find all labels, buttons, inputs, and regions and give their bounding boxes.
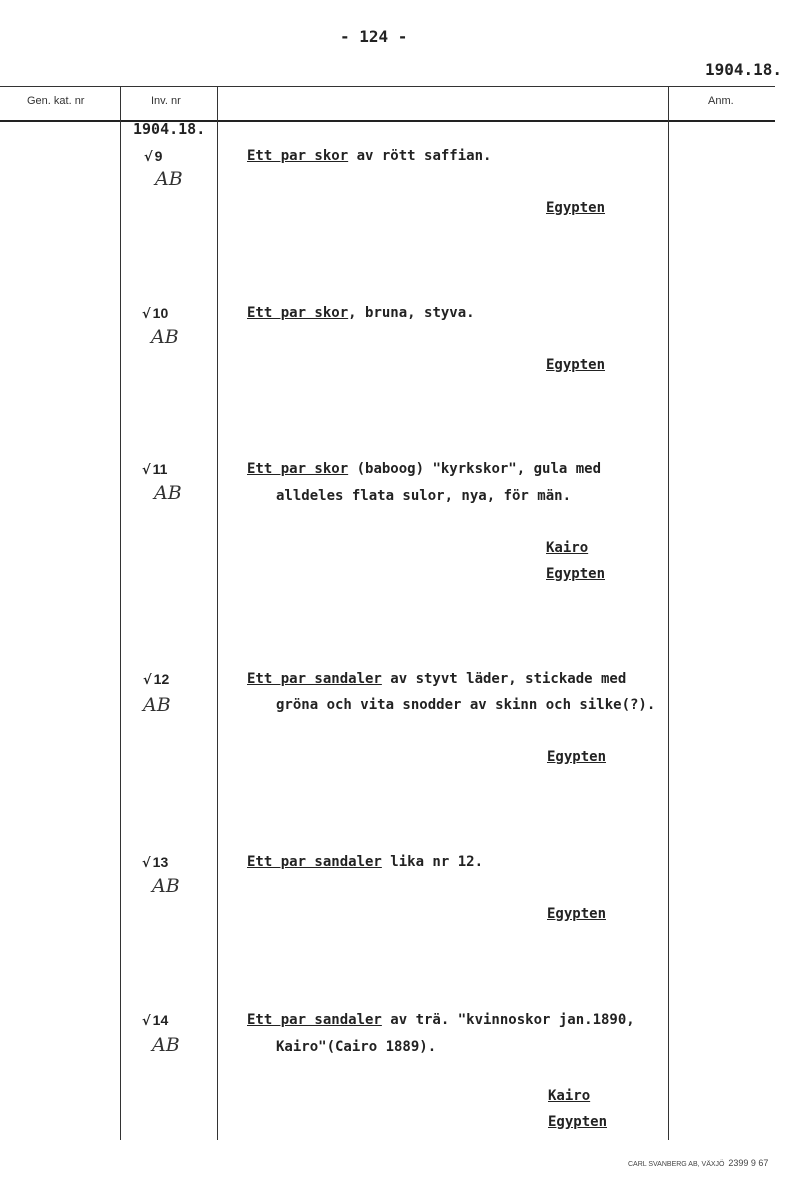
column-header-anm: Anm.: [708, 95, 734, 107]
entry-description: Ett par skor av rött saffian.: [247, 148, 492, 164]
printer-imprint: CARL SVANBERG AB, VÄXJÖ 2399 9 67: [628, 1158, 769, 1168]
entry-description-continued: Kairo"(Cairo 1889).: [276, 1039, 437, 1055]
entry-description-continued: alldeles flata sulor, nya, för män.: [276, 488, 572, 504]
checkmark-icon: √: [142, 307, 151, 322]
object-name: Ett par sandaler: [247, 671, 382, 687]
checkmark-icon: √: [142, 856, 151, 871]
initials: AB: [143, 694, 171, 716]
table-header-rule: [0, 120, 775, 122]
entry-number: √ 9: [144, 148, 163, 165]
entry-place: Egypten: [546, 200, 606, 216]
entry-place: Egypten: [547, 749, 607, 765]
object-name: Ett par skor: [247, 305, 349, 321]
checkmark-icon: √: [143, 673, 152, 688]
entry-description-continued: gröna och vita snodder av skinn och silke(?).: [276, 697, 656, 713]
entry-number: √ 11: [142, 461, 168, 478]
column-header-gen-kat-nr: Gen. kat. nr: [27, 95, 85, 107]
entry-number: √ 12: [143, 671, 170, 688]
column-divider-text-anm: [668, 86, 669, 1140]
entry-number: √ 10: [142, 305, 169, 322]
entry-description: Ett par skor, bruna, styva.: [247, 305, 475, 321]
column-divider-gen-inv: [120, 86, 121, 1140]
checkmark-icon: √: [144, 150, 153, 165]
checkmark-icon: √: [142, 1014, 151, 1029]
initials: AB: [155, 168, 183, 190]
entry-description: Ett par sandaler av styvt läder, stickade med: [247, 671, 627, 687]
inventory-year: 1904.18.: [133, 120, 206, 138]
entry-place: Egypten: [548, 1114, 608, 1130]
object-name: Ett par sandaler: [247, 1012, 382, 1028]
page-number: - 124 -: [340, 27, 408, 46]
object-name: Ett par skor: [247, 461, 349, 477]
initials: AB: [152, 1034, 180, 1056]
initials: AB: [154, 482, 182, 504]
entry-number: √ 13: [142, 854, 169, 871]
entry-description: Ett par sandaler av trä. "kvinnoskor jan.1890,: [247, 1012, 635, 1028]
entry-place: Egypten: [546, 566, 606, 582]
entry-number: √ 14: [142, 1012, 169, 1029]
entry-place: Kairo: [546, 540, 589, 556]
register-number: 1904.18.: [705, 60, 783, 79]
entry-description: Ett par sandaler lika nr 12.: [247, 854, 484, 870]
object-name: Ett par sandaler: [247, 854, 382, 870]
entry-description: Ett par skor (baboog) "kyrkskor", gula med: [247, 461, 602, 477]
object-name: Ett par skor: [247, 148, 349, 164]
table-top-rule: [0, 86, 775, 87]
entry-place: Egypten: [546, 357, 606, 373]
column-divider-inv-text: [217, 86, 218, 1140]
initials: AB: [152, 875, 180, 897]
column-header-inv-nr: Inv. nr: [151, 95, 181, 107]
checkmark-icon: √: [142, 463, 151, 478]
initials: AB: [151, 326, 179, 348]
entry-place: Egypten: [547, 906, 607, 922]
entry-place: Kairo: [548, 1088, 591, 1104]
